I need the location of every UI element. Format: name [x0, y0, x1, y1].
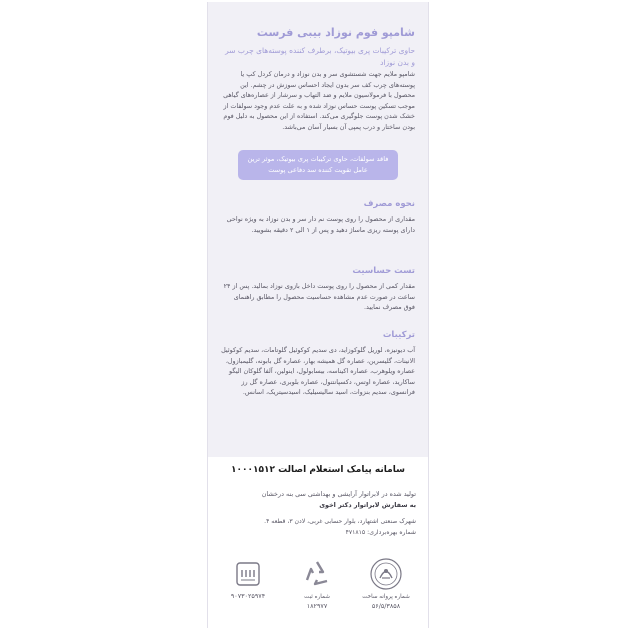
certification-icons	[208, 557, 428, 627]
usage-heading: نحوه مصرف	[363, 199, 415, 209]
address-line: شهرک صنعتی اشتهارد، بلوار حسابی غربی، لادن ۳، قطعه ۴.	[264, 518, 416, 525]
ingredients-paragraph: آب دیونیزه، لوریل گلوکوزاید، دی سدیم کوکوئیل گلوتامات، سدیم کوکوئیل الانینات، گلیسرین، عصاره گل همیشه بهار، عصاره گل بابونه، گلیمبازول، عصاره ویلوهرب، عصاره اکیناسه، بیسابولول، اینولین، آلفا گلوکان الیگو ساکارید، عصاره اوتس، دکسپانتنول، عصاره بلوبری، عصاره گل رز فرانسوی، سدیم بنزوات، اسید سالیسیلیک، اسیدسیتریک، اسانس.	[221, 346, 415, 397]
footer-area	[208, 457, 428, 628]
authenticity-code-line: سامانه پیامک استعلام اصالت ۱۰۰۰۱۵۱۲	[231, 465, 405, 475]
license-label: شماره بهره‌برداری:	[367, 528, 416, 536]
health-license-caption: شماره پروانه ساخت	[362, 594, 410, 600]
sensitivity-heading: تست حساسیت	[352, 266, 415, 276]
recycle-icon	[300, 557, 334, 591]
order-by-line: به سفارش لابراتوار دکتر اخوی	[319, 501, 416, 509]
license-number: ۴۷۱۸۱۵	[345, 528, 366, 536]
health-ministry-icon	[369, 557, 403, 591]
standard-number: ۹۰۷۳۰۲۵۹۷۴	[230, 592, 266, 600]
standard-block	[218, 557, 278, 600]
recycle-block	[287, 557, 347, 610]
health-license-block	[356, 557, 416, 610]
health-license-number: ۵۶/۵/۳۸۵۸	[371, 602, 401, 610]
registration-number: ۱۸۲۹۷۷	[306, 602, 328, 610]
address-info	[220, 517, 416, 538]
usage-paragraph: مقداری از محصول را روی پوست نم دار سر و بدن نوزاد به ویژه نواحی دارای پوسته ریزی ماساژ دهید و پس از ۱ الی ۲ دقیقه بشویید.	[226, 215, 415, 234]
manufacturer-line: تولید شده در لابراتوار آرایشی و بهداشتی سی بنه درخشان	[261, 490, 416, 498]
product-title: شامپو فوم نوزاد بیبی فرست	[256, 26, 415, 39]
registration-caption: شماره ثبت	[304, 594, 330, 600]
feature-callout: فاقد سولفات، حاوی ترکیبات پری بیوتیک، موثر ترین عامل تقویت کننده سد دفاعی پوست	[238, 150, 398, 180]
ingredients-heading: ترکیبات	[382, 330, 415, 340]
intro-paragraph: شامپو ملایم جهت شستشوی سر و بدن نوزاد و درمان کردل کپ یا پوسته‌های چرب کف سر بدون ایجاد احساس سوزش در چشم. این محصول با فرمولاسیون ملایم و ضد التهاب و سرشار از عصاره‌های گیاهی موجب تسکین پوست حساس نوزاد شده و به علت عدم وجود سولفات از خشک شدن پوست جلوگیری می‌کند. استفاده از این محصول به دلیل فوم بودن ساختار و درب پمپی آن بسیار آسان می‌باشد.	[223, 70, 415, 131]
product-subtitle: حاوی ترکیبات پری بیوتیک، برطرف کننده پوسته‌های چرب سر و بدن نوزاد	[225, 46, 415, 67]
sensitivity-paragraph: مقدار کمی از محصول را روی پوست داخل بازوی نوزاد بمالید. پس از ۲۴ ساعت در صورت عدم مشاهده حساسیت محصول را مطابق راهنمای فوق مصرف نمایید.	[223, 282, 415, 312]
product-box-side	[207, 2, 429, 628]
standard-mark-icon	[233, 557, 263, 591]
manufacturer-info	[220, 489, 416, 511]
license-line	[220, 528, 416, 539]
